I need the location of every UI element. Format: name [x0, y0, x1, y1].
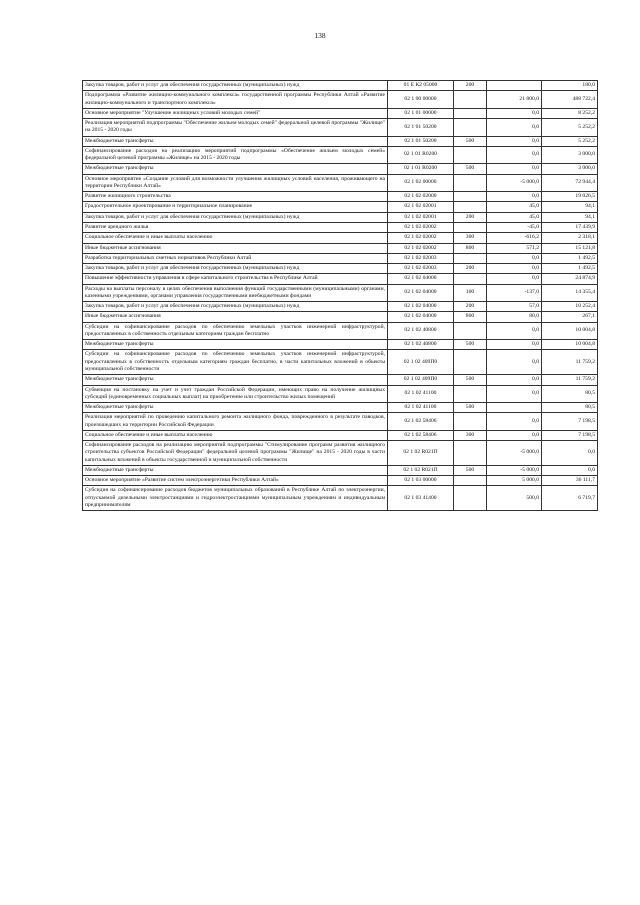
row-change-cell: 21 800,0 [487, 91, 542, 109]
row-name-cell: Расходы на выплаты персоналу в целях обеспечения выполнения функций государственными (муниципальными) органами, казенными учреждениями, органами управления государственными внебюджетными фондами [83, 284, 388, 302]
table-row [83, 441, 598, 466]
row-total-cell: 1 492,5 [542, 264, 598, 274]
row-type-cell: 300 [454, 233, 487, 243]
row-type-cell: 100 [454, 284, 487, 302]
row-name-cell: Градостроительное проектирование и территориальное планирование [83, 202, 388, 212]
row-code-cell: 02 1 02 02002 [388, 222, 454, 232]
row-type-cell [454, 441, 487, 466]
row-code-cell: 02 1 02 04000 [388, 274, 454, 284]
row-name-cell: Социальное обеспечение и иные выплаты населению [83, 233, 388, 243]
row-change-cell: 0,0 [487, 264, 542, 274]
table-row [83, 476, 598, 486]
row-total-cell: 2 318,1 [542, 233, 598, 243]
row-code-cell: 02 1 02 02001 [388, 202, 454, 212]
row-change-cell: 571,2 [487, 243, 542, 253]
row-total-cell: 94,1 [542, 212, 598, 222]
row-change-cell: 0,0 [487, 274, 542, 284]
row-code-cell: 02 1 01 00000 [388, 108, 454, 118]
table-row [83, 350, 598, 375]
row-total-cell: 17 439,9 [542, 222, 598, 232]
budget-table [82, 80, 598, 511]
row-code-cell: 02 1 02 02003 [388, 253, 454, 263]
row-name-cell: Повышение эффективности управления в сфере капитального строительства в Республике Алтай [83, 274, 388, 284]
row-change-cell: 0,0 [487, 340, 542, 350]
row-total-cell: 3 000,0 [542, 164, 598, 174]
table-row [83, 243, 598, 253]
row-code-cell: 02 1 00 00000 [388, 91, 454, 109]
row-total-cell: 7 198,5 [542, 430, 598, 440]
row-name-cell: Софинансирование расходов на реализацию мероприятий подпрограммы "Стимулирование программ развития жилищного строительства субъектов Российской Федерации" федеральной целевой программы "Жилище" на 2015 - 2020 годы в части капитальных вложений в объекты государственной и муниципальной собственности [83, 441, 388, 466]
row-name-cell: Закупка товаров, работ и услуг для обеспечения государственных (муниципальных) нужд [83, 302, 388, 312]
row-code-cell: 02 1 02 04000 [388, 302, 454, 312]
row-total-cell: 180,0 [542, 81, 598, 91]
row-name-cell: Субвенция на постановку на учет и учет граждан Российской Федерации, имеющих право на получение жилищных субсидий (единовременных социальных выплат) на приобретение или строительство жилых помещений [83, 385, 388, 403]
row-type-cell [454, 202, 487, 212]
row-code-cell: 02 1 03 00000 [388, 476, 454, 486]
row-code-cell: 02 1 02 02003 [388, 264, 454, 274]
row-code-cell: 02 1 01 R0200 [388, 146, 454, 164]
table-row [83, 146, 598, 164]
row-total-cell: 11 759,2 [542, 375, 598, 385]
row-change-cell [487, 81, 542, 91]
row-name-cell: Межбюджетные трансферты [83, 403, 388, 413]
row-type-cell [454, 476, 487, 486]
table-row [83, 264, 598, 274]
row-change-cell [487, 403, 542, 413]
row-total-cell: 267,1 [542, 312, 598, 322]
row-code-cell: 02 1 01 50200 [388, 119, 454, 137]
row-type-cell: 500 [454, 340, 487, 350]
table-row [83, 403, 598, 413]
row-total-cell: 0,0 [542, 441, 598, 466]
row-name-cell: Подпрограмма «Развитие жилищно-коммунального комплекса» государственной программы Республики Алтай «Развитие жилищно-коммунального и транспортного комплекса» [83, 91, 388, 109]
table-row [83, 174, 598, 192]
table-row [83, 164, 598, 174]
row-type-cell: 500 [454, 465, 487, 475]
row-type-cell [454, 108, 487, 118]
table-row [83, 192, 598, 202]
row-total-cell: 10 004,8 [542, 340, 598, 350]
row-code-cell: 02 1 02 02001 [388, 212, 454, 222]
table-row [83, 136, 598, 146]
row-name-cell: Основное мероприятие «Развитие систем электроэнергетики Республики Алтай» [83, 476, 388, 486]
row-change-cell: 0,0 [487, 253, 542, 263]
row-total-cell: 1 492,5 [542, 253, 598, 263]
table-row [83, 375, 598, 385]
row-change-cell: 0,0 [487, 430, 542, 440]
row-type-cell [454, 146, 487, 164]
row-total-cell: 10 004,8 [542, 322, 598, 340]
row-type-cell [454, 350, 487, 375]
row-change-cell: 0,0 [487, 322, 542, 340]
row-change-cell: 80,0 [487, 312, 542, 322]
row-type-cell: 800 [454, 243, 487, 253]
row-type-cell [454, 322, 487, 340]
row-code-cell: 02 1 02 409П0 [388, 350, 454, 375]
row-total-cell: 8 252,2 [542, 108, 598, 118]
row-total-cell: 24 874,9 [542, 274, 598, 284]
row-type-cell [454, 192, 487, 202]
row-total-cell: 80,5 [542, 385, 598, 403]
row-change-cell: -45,0 [487, 222, 542, 232]
row-type-cell: 500 [454, 136, 487, 146]
row-name-cell: Основное мероприятие «Создание условий для возможности улучшения жилищных условий населения, проживающего на территории Республики Алтай» [83, 174, 388, 192]
row-total-cell: 14 355,4 [542, 284, 598, 302]
row-type-cell: 500 [454, 375, 487, 385]
row-name-cell: Межбюджетные трансферты [83, 375, 388, 385]
row-change-cell: -616,2 [487, 233, 542, 243]
row-type-cell [454, 385, 487, 403]
row-type-cell: 200 [454, 81, 487, 91]
row-name-cell: Развитие жилищного строительства [83, 192, 388, 202]
table-row [83, 119, 598, 137]
row-change-cell: 0,0 [487, 146, 542, 164]
row-total-cell: 80,5 [542, 403, 598, 413]
row-type-cell: 500 [454, 403, 487, 413]
row-code-cell: 02 1 02 02002 [388, 243, 454, 253]
row-change-cell: 45,0 [487, 202, 542, 212]
row-total-cell: 488 722,4 [542, 91, 598, 109]
row-name-cell: Социальное обеспечение и иные выплаты населению [83, 430, 388, 440]
row-change-cell: 0,0 [487, 164, 542, 174]
row-code-cell: 02 1 01 R0200 [388, 164, 454, 174]
table-row [83, 274, 598, 284]
row-code-cell: 02 1 03 41400 [388, 486, 454, 511]
row-total-cell: 3 000,0 [542, 146, 598, 164]
row-total-cell: 7 198,5 [542, 413, 598, 431]
row-code-cell: 02 1 01 50200 [388, 136, 454, 146]
table-row [83, 302, 598, 312]
row-change-cell: 0,0 [487, 192, 542, 202]
row-name-cell: Иные бюджетные ассигнования [83, 312, 388, 322]
row-code-cell: 02 1 02 R021П [388, 465, 454, 475]
row-code-cell: 02 1 02 58406 [388, 413, 454, 431]
row-type-cell [454, 253, 487, 263]
row-type-cell: 200 [454, 212, 487, 222]
row-total-cell: 5 252,2 [542, 136, 598, 146]
row-name-cell: Межбюджетные трансферты [83, 465, 388, 475]
row-name-cell: Закупка товаров, работ и услуг для обеспечения государственных (муниципальных) нужд [83, 212, 388, 222]
row-name-cell: Межбюджетные трансферты [83, 136, 388, 146]
row-change-cell: 57,0 [487, 302, 542, 312]
table-row [83, 222, 598, 232]
row-change-cell: 500,0 [487, 486, 542, 511]
row-change-cell: -5 000,0 [487, 441, 542, 466]
row-code-cell: 02 1 02 02002 [388, 233, 454, 243]
row-name-cell: Субсидии на софинансирование расходов по обеспечению земельных участков инженерной инфраструктурой, предоставленных в собственность отдельным категориям граждан бесплатно [83, 322, 388, 340]
table-row [83, 322, 598, 340]
row-total-cell: 72 944,4 [542, 174, 598, 192]
row-code-cell: 02 1 02 409П0 [388, 375, 454, 385]
row-name-cell: Разработка территориальных сметных нормативов Республики Алтай [83, 253, 388, 263]
row-name-cell: Межбюджетные трансферты [83, 164, 388, 174]
row-change-cell: 45,0 [487, 212, 542, 222]
row-name-cell: Закупка товаров, работ и услуг для обеспечения государственных (муниципальных) нужд [83, 81, 388, 91]
row-type-cell [454, 274, 487, 284]
row-name-cell: Закупка товаров, работ и услуг для обеспечения государственных (муниципальных) нужд [83, 264, 388, 274]
row-type-cell: 800 [454, 312, 487, 322]
row-code-cell: 02 1 02 41100 [388, 403, 454, 413]
row-change-cell: 0,0 [487, 136, 542, 146]
row-total-cell: 10 252,4 [542, 302, 598, 312]
table-row [83, 312, 598, 322]
row-type-cell [454, 174, 487, 192]
row-code-cell: 02 1 02 40800 [388, 322, 454, 340]
row-total-cell: 0,0 [542, 465, 598, 475]
row-change-cell: -137,0 [487, 284, 542, 302]
row-name-cell: Основное мероприятие "Улучшение жилищных условий молодых семей" [83, 108, 388, 118]
row-code-cell: 02 1 02 40800 [388, 340, 454, 350]
row-change-cell: 0,0 [487, 375, 542, 385]
row-total-cell: 11 759,2 [542, 350, 598, 375]
row-code-cell: 02 1 02 02000 [388, 192, 454, 202]
table-row [83, 486, 598, 511]
row-total-cell: 5 252,2 [542, 119, 598, 137]
table-row [83, 233, 598, 243]
row-code-cell: 02 1 02 41100 [388, 385, 454, 403]
row-type-cell [454, 119, 487, 137]
row-change-cell: 0,0 [487, 413, 542, 431]
table-row [83, 465, 598, 475]
row-change-cell: -5 000,0 [487, 465, 542, 475]
table-row [83, 340, 598, 350]
row-code-cell: 02 1 02 58406 [388, 430, 454, 440]
table-row [83, 385, 598, 403]
row-change-cell: -5 000,0 [487, 174, 542, 192]
row-name-cell: Развитие арендного жилья [83, 222, 388, 232]
table-row [83, 430, 598, 440]
row-name-cell: Субсидии на софинансирование расходов по обеспечению земельных участков инженерной инфраструктурой, предоставленных в собственность отдельным категориям граждан бесплатно, в части капитальных вложений в объекты муниципальной собственности [83, 350, 388, 375]
table-row [83, 253, 598, 263]
table-row [83, 81, 598, 91]
row-type-cell: 300 [454, 430, 487, 440]
row-change-cell: 0,0 [487, 108, 542, 118]
row-name-cell: Реализация мероприятий по проведению капитального ремонта жилищного фонда, поврежденного в результате паводков, произошедших на территории Российской Федерации [83, 413, 388, 431]
row-type-cell [454, 486, 487, 511]
table-row [83, 108, 598, 118]
row-name-cell: Субсидия на софинансирование расходов бюджетов муниципальных образований в Республике Алтай по электроэнергии, отпускаемой дизельными электростанциями и гидроэлектростанциями муниципальным учреждениям и индивидуальным предпринимателям [83, 486, 388, 511]
row-name-cell: Реализация мероприятий подпрограммы "Обеспечение жильем молодых семей" федеральной целевой программы "Жилище" на 2015 - 2020 годы [83, 119, 388, 137]
row-name-cell: Иные бюджетные ассигнования [83, 243, 388, 253]
row-code-cell: 01 Е К2 05000 [388, 81, 454, 91]
table-row [83, 284, 598, 302]
row-change-cell: 5 000,0 [487, 476, 542, 486]
row-code-cell: 02 1 02 04000 [388, 312, 454, 322]
row-total-cell: 36 111,7 [542, 476, 598, 486]
row-change-cell: 0,0 [487, 119, 542, 137]
row-type-cell: 500 [454, 164, 487, 174]
row-type-cell [454, 222, 487, 232]
row-code-cell: 02 1 02 R021П [388, 441, 454, 466]
page-number: 138 [314, 31, 326, 40]
row-total-cell: 6 719,7 [542, 486, 598, 511]
row-change-cell: 0,0 [487, 350, 542, 375]
row-change-cell: 0,0 [487, 385, 542, 403]
budget-table-body [83, 81, 598, 511]
row-code-cell: 02 1 02 00000 [388, 174, 454, 192]
row-type-cell [454, 413, 487, 431]
row-code-cell: 02 1 02 04000 [388, 284, 454, 302]
table-row [83, 212, 598, 222]
row-name-cell: Софинансирование расходов на реализацию мероприятий подпрограммы «Обеспечение жильем молодых семей» федеральной целевой программы «Жилище» на 2015 - 2020 годы [83, 146, 388, 164]
row-total-cell: 19 026,5 [542, 192, 598, 202]
table-row [83, 91, 598, 109]
row-total-cell: 15 121,8 [542, 243, 598, 253]
row-total-cell: 94,1 [542, 202, 598, 212]
row-type-cell [454, 91, 487, 109]
row-type-cell: 200 [454, 264, 487, 274]
table-row [83, 202, 598, 212]
table-row [83, 413, 598, 431]
row-name-cell: Межбюджетные трансферты [83, 340, 388, 350]
row-type-cell: 200 [454, 302, 487, 312]
